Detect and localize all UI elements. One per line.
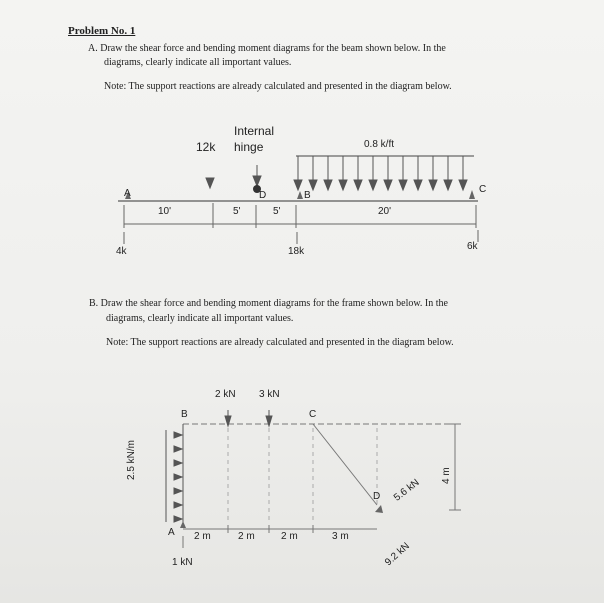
reaction-9-2kn-label: 9.2 kN (383, 540, 412, 569)
dim-2m-first: 2 m (194, 531, 211, 542)
part-a-text-line1: A. Draw the shear force and bending moment diagrams for the beam shown below. In the (88, 43, 446, 54)
frame-height-label: 4 m (441, 467, 452, 484)
point-load-label: 12k (196, 140, 216, 154)
load-2kn-label: 2 kN (215, 389, 236, 400)
dim-2m-third: 2 m (281, 531, 298, 542)
dim-5ft-left: 5' (233, 206, 241, 217)
part-a-text-line2: diagrams, clearly indicate all important values. (104, 57, 292, 68)
part-b-text-line2: diagrams, clearly indicate all important values. (106, 313, 294, 324)
reaction-a-label: 4k (116, 246, 127, 257)
frame-guide-lines (228, 428, 377, 520)
point-d-label: D (259, 190, 267, 201)
frame-dimension-lines (183, 424, 461, 533)
frame-distributed-load (166, 430, 182, 522)
internal-label: Internal (234, 124, 275, 138)
reaction-1kn-label: 1 kN (172, 557, 193, 568)
support-d-frame-icon (375, 505, 383, 513)
point-a-label: A (124, 188, 131, 199)
point-c-label: C (479, 184, 487, 195)
reaction-b-label: 18k (288, 246, 305, 257)
load-3kn-label: 3 kN (259, 389, 280, 400)
frame-point-d-label: D (373, 491, 381, 502)
udl-label: 0.8 k/ft (364, 139, 395, 150)
part-b-text-line1: B. Draw the shear force and bending moment diagrams for the frame shown below. In the (89, 298, 448, 309)
hinge-label: hinge (234, 140, 264, 154)
reaction-5-6kn-label: 5.6 kN (392, 477, 422, 504)
problem-title: Problem No. 1 (68, 25, 136, 37)
frame-point-c-label: C (309, 409, 317, 420)
dim-10ft: 10' (158, 206, 172, 217)
distributed-load-label: 2.5 kN/m (126, 439, 137, 480)
frame-point-b-label: B (181, 409, 188, 420)
frame-diagonal-member (313, 424, 377, 505)
dim-2m-second: 2 m (238, 531, 255, 542)
dim-20ft: 20' (378, 206, 392, 217)
part-b-note: Note: The support reactions are already calculated and presented in the diagram below. (106, 337, 454, 348)
dim-3m: 3 m (332, 531, 349, 542)
support-a-frame-icon (180, 521, 186, 528)
frame-point-a-label: A (168, 527, 175, 538)
reaction-c-label: 6k (467, 241, 478, 252)
part-a-note: Note: The support reactions are already calculated and presented in the diagram below. (104, 81, 452, 92)
point-b-label: B (304, 190, 311, 201)
dim-5ft-right: 5' (273, 206, 281, 217)
